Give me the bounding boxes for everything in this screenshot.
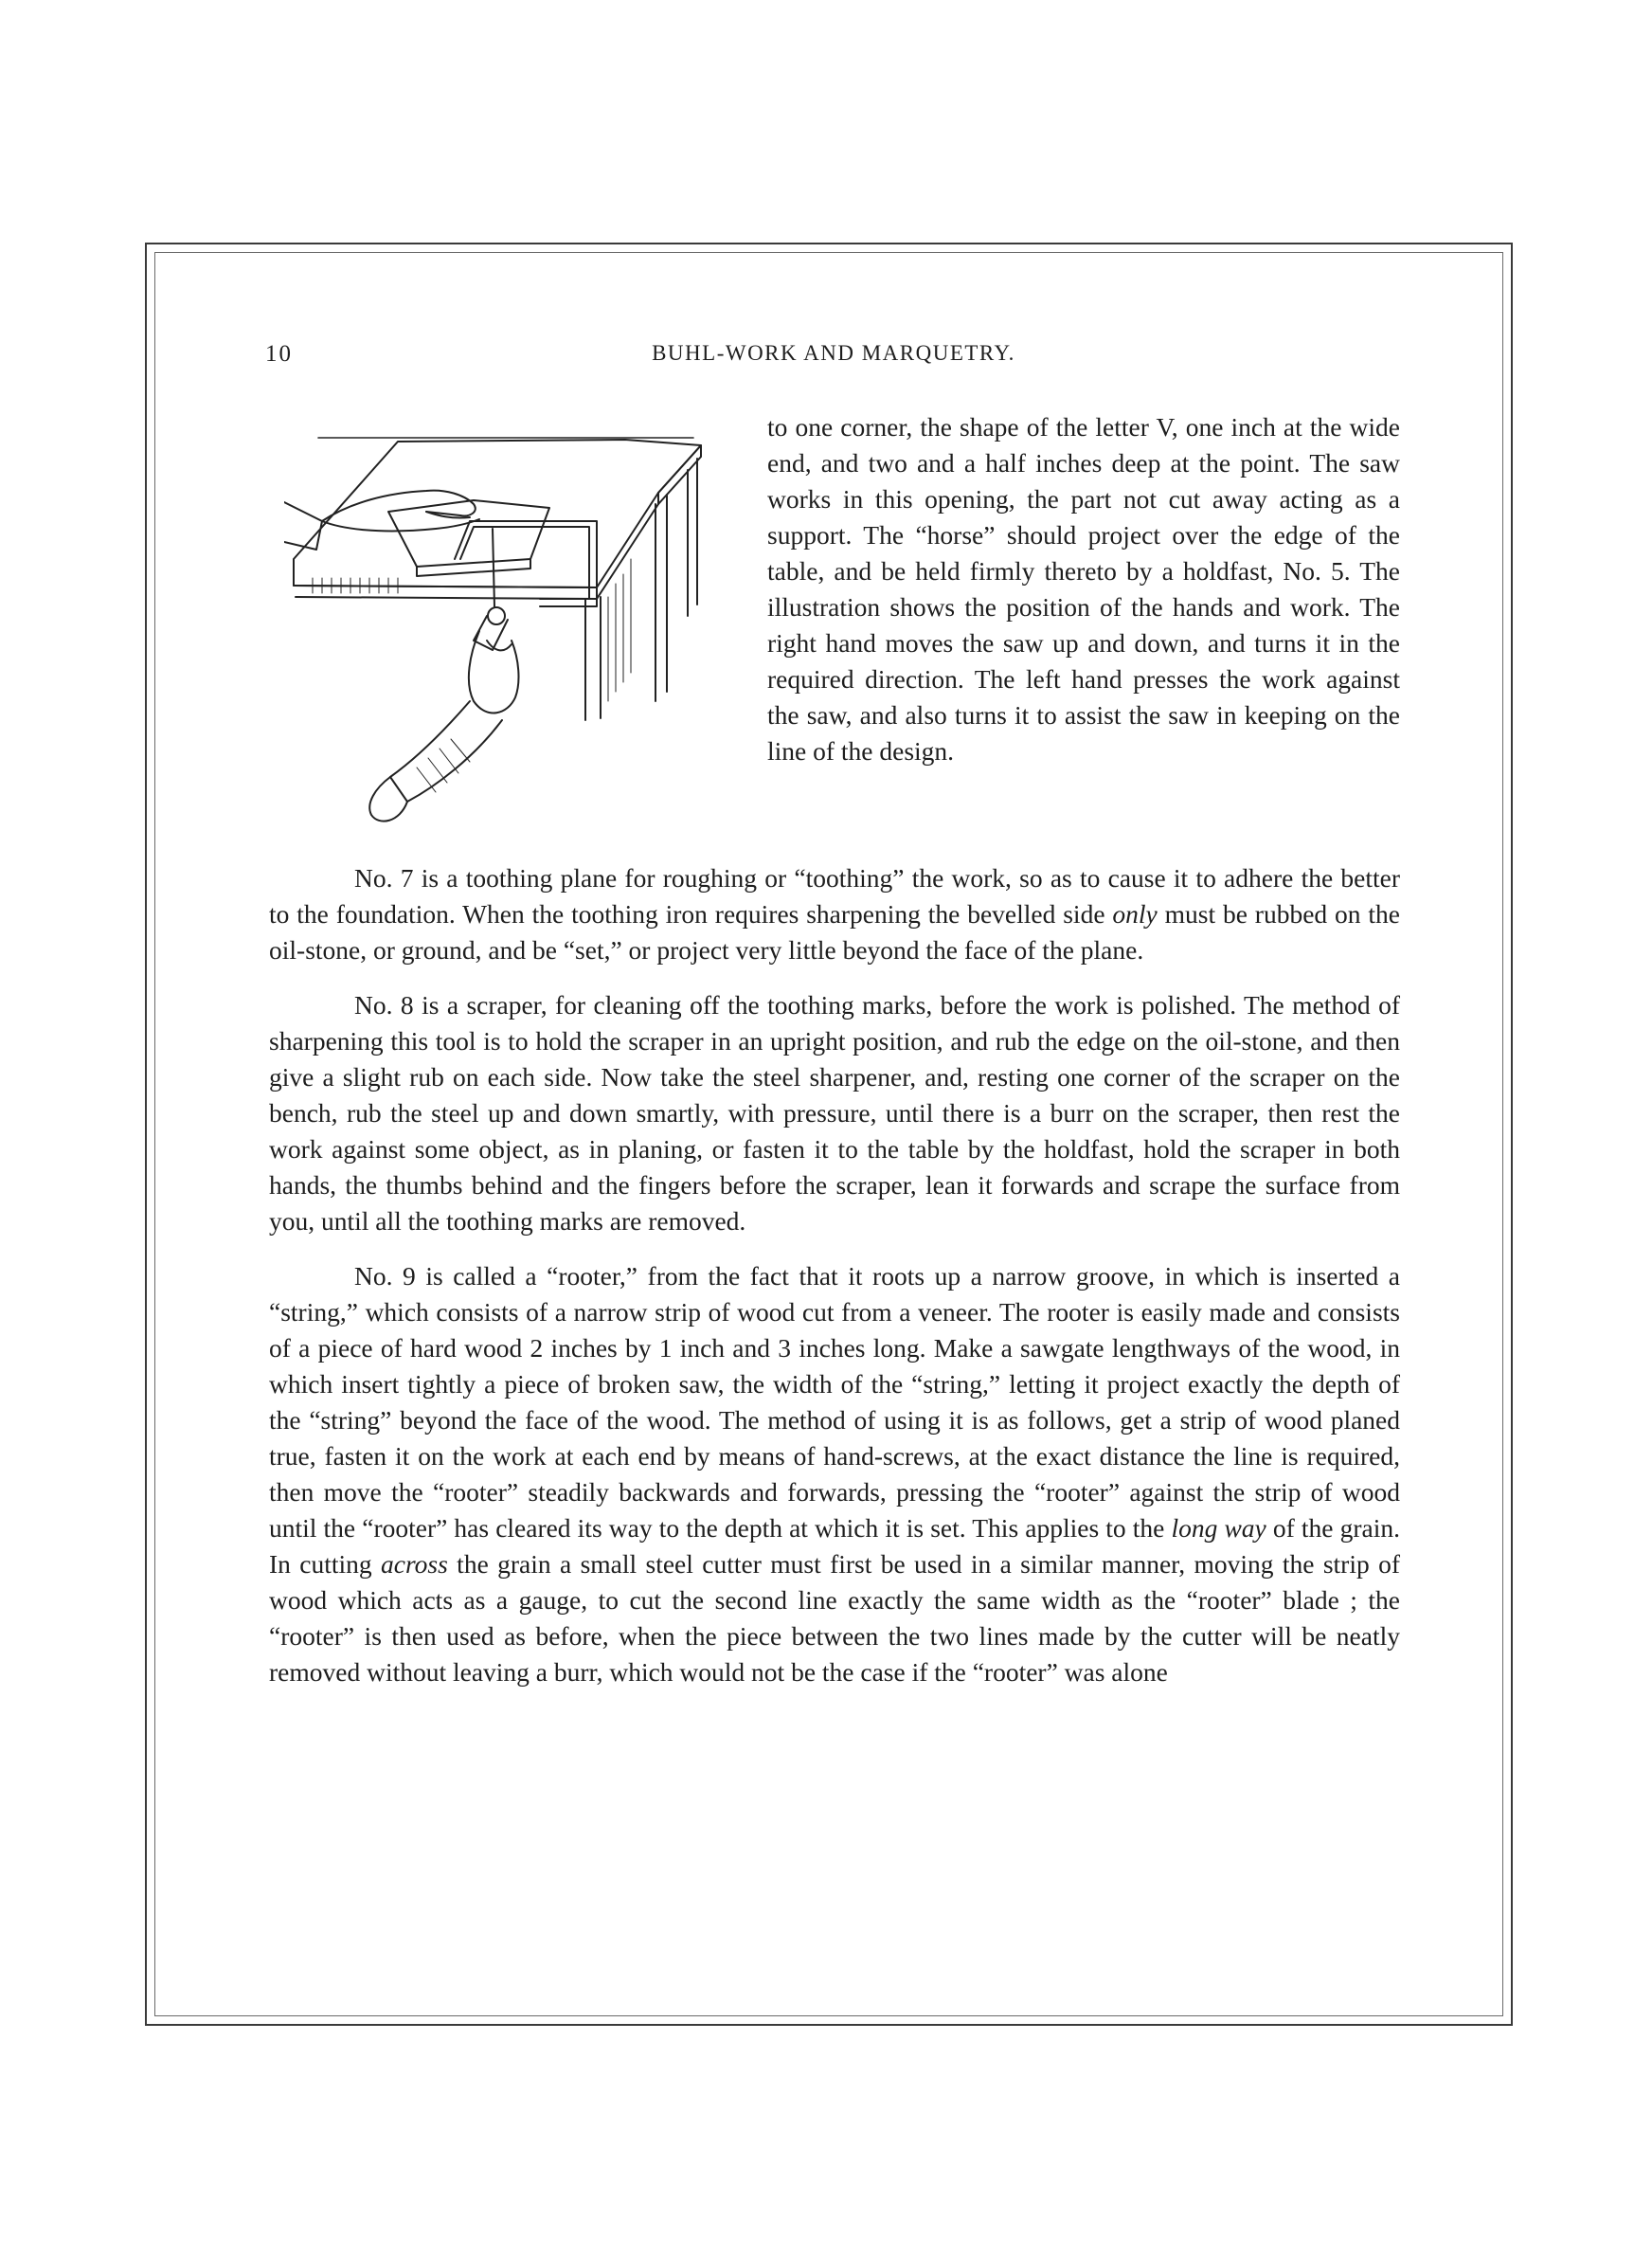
page-header xyxy=(265,341,1402,379)
para-no9-emphasis-2: across xyxy=(381,1549,448,1579)
body-text xyxy=(269,860,1400,1690)
para-no9-text-2: of the grain. In cutting xyxy=(269,1513,1400,1579)
para-no7-text-1: No. 7 is a toothing plane for roughing or “toothing” the work, so as to cause it to adhere the better to the foundation. When the toothing iron requires sharpening the bevelled side xyxy=(269,863,1400,929)
para-no9-emphasis-1: long way xyxy=(1171,1513,1266,1543)
para-no9-text-3: the grain a small steel cutter must first be used in a similar manner, moving the strip of wood which acts as a gauge, to cut the second line exactly the same width as the “rooter” blade ; the “rooter” is then used as before, when the piece between the two lines made by the cutter will be neatly removed without leaving a burr, which would not be the case if the “rooter” was alone xyxy=(269,1549,1400,1687)
para-no7-emphasis: only xyxy=(1112,899,1158,929)
para-no9-text-1: No. 9 is called a “rooter,” from the fact that it roots up a narrow groove, in which is inserted a “string,” which consists of a narrow strip of wood cut from a veneer. The rooter is easily made and consists of a piece of hard wood 2 inches by 1 inch and 3 inches long. Make a sawgate lengthways of the wood, in which insert tightly a piece of broken saw, the width of the “string,” letting it project exactly the depth of the “string” beyond the face of the wood. The method of using it is as follows, get a strip of wood planed true, fasten it on the work at each end by means of hand-screws, at the exact distance the line is required, then move the “rooter” steadily backwards and forwards, pressing the “rooter” against the strip of wood until the “rooter” has cleared its way to the depth at which it is set. This applies to the xyxy=(269,1261,1400,1543)
intro-column xyxy=(767,409,1400,769)
running-head: BUHL-WORK AND MARQUETRY. xyxy=(652,341,1015,365)
fretsaw-illustration xyxy=(284,417,720,834)
intro-paragraph: to one corner, the shape of the letter V, one inch at the wide end, and two and a half inches deep at the point. The saw works in this opening, the part not cut away acting as a support. The “horse” should project over the edge of the table, and be held firmly thereto by a holdfast, No. 5. The illustration shows the position of the hands and work. The right hand moves the saw up and down, and turns it in the required direction. The left hand presses the work against the saw, and also turns it to assist the saw in keeping on the line of the design. xyxy=(767,412,1400,766)
paragraph-no9 xyxy=(269,1258,1400,1690)
paragraph-no7 xyxy=(269,860,1400,968)
para-no7-text-2: must be rubbed on the oil-stone, or ground, and be “set,” or project very little beyond the face of the plane. xyxy=(269,899,1400,965)
page-number: 10 xyxy=(265,341,293,367)
paragraph-no8: No. 8 is a scraper, for cleaning off the toothing marks, before the work is polished. The method of sharpening this tool is to hold the scraper in an upright position, and rub the edge on the oil-stone, and then give a slight rub on each side. Now take the steel sharpener, and, resting one corner of the scraper on the bench, rub the steel up and down smartly, with pressure, until there is a burr on the scraper, then rest the work against some object, as in planing, or fasten it to the table by the holdfast, hold the scraper in both hands, the thumbs behind and the fingers before the scraper, lean it forwards and scrape the surface from you, until all the toothing marks are removed. xyxy=(269,990,1400,1236)
